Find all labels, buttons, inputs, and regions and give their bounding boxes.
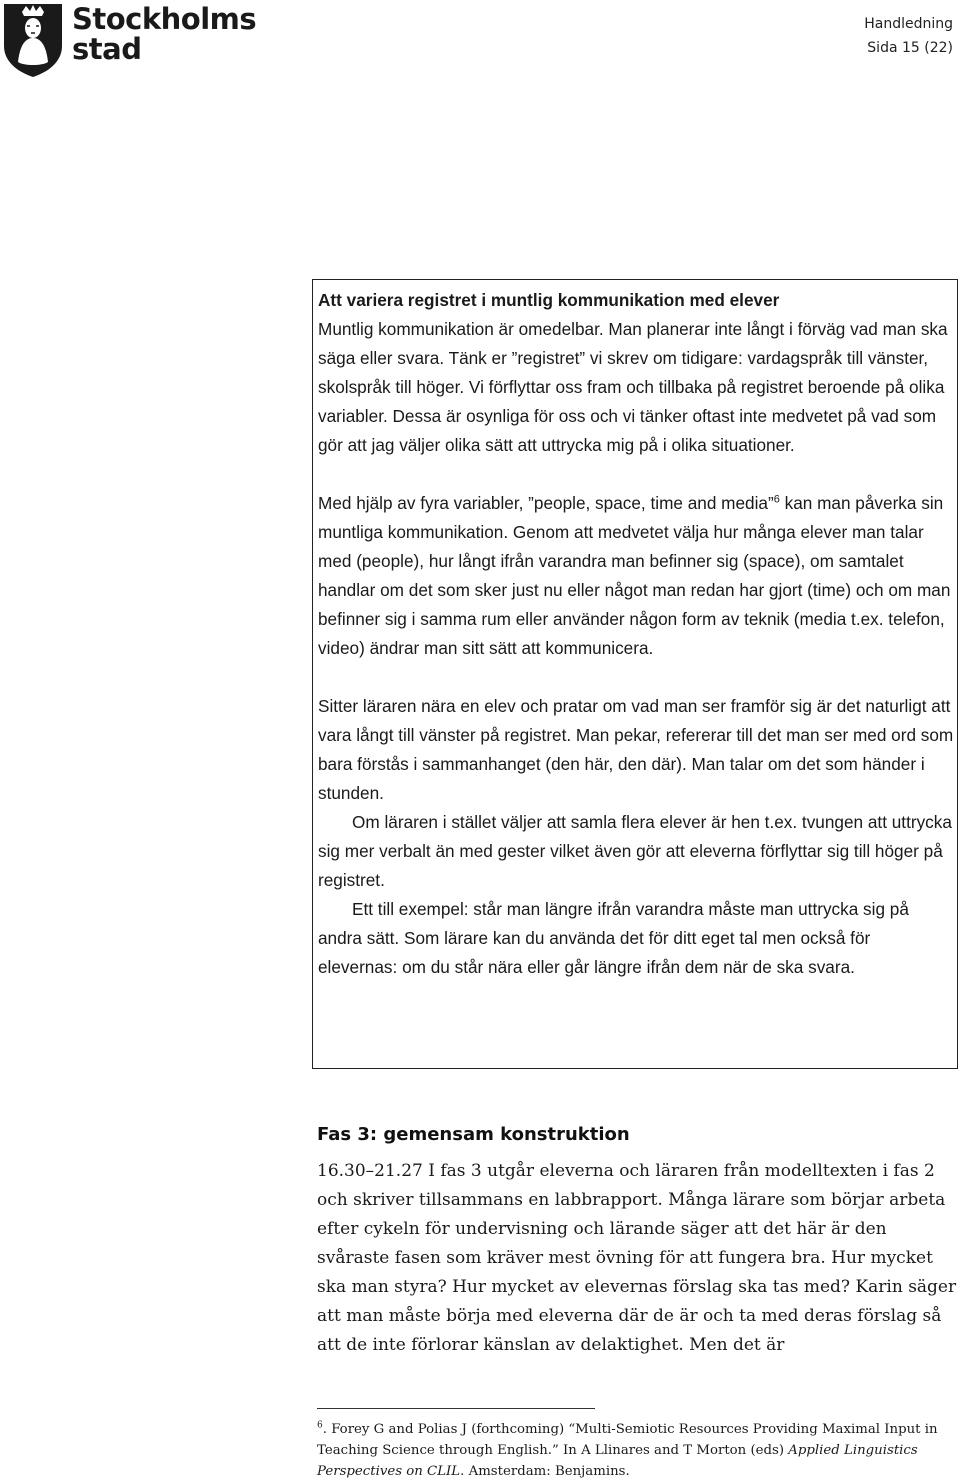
section-body: 16.30–21.27 I fas 3 utgår eleverna och läraren från modelltexten i fas 2 och skriver tillsammans en labbrapport. Många lärare som börjar arbeta efter cykeln för undervisning och lärande säger att det här är den svåraste fasen som kräver mest övning för att fungera bra. Hur mycket ska man styra? Hur mycket av elevernas förslag ska tas med? Karin säger att man måste börja med eleverna där de är och ta med deras förslag så att de inte förlorar känslan av delaktighet. Men det är [317, 1161, 957, 1355]
footnote: $^6$. Forey G and Polias J (forthcoming) “Multi-Semiotic Resources Providing Maximal Input in Teaching Science through English.” In A Llinares and T Morton (eds) Applied Linguistics Perspectives on CLIL. Amsterdam: Benjamins. [317, 1420, 938, 1479]
footnote-divider [317, 1408, 595, 1409]
box-paragraph-2: Med hjälp av fyra variabler, ”people, space, time and media”$^6$ kan man påverka sin muntliga kommunikation. Genom att medvetet välja hur många elever man talar med (people), hur långt ifrån varandra man befinner sig (space), om samtalet handlar om det som sker just nu eller något man redan har gjort (time) och om man befinner sig i samma rum eller använder någon form av teknik (media t.ex. telefon, video) ändrar man sitt sätt att kommunicera. [318, 493, 951, 658]
box-paragraph-4: Om läraren i stället väljer att samla flera elever är hen t.ex. tvungen att uttrycka sig mer verbalt än med gester vilket även gör att eleverna förflyttar sig till höger på registret. [318, 812, 952, 890]
box-title: Att variera registret i muntlig kommunikation med elever [318, 290, 780, 310]
box-paragraph-5: Ett till exempel: står man längre ifrån varandra måste man uttrycka sig på andra sätt. Som lärare kan du använda det för ditt eget tal men också för elevernas: om du står nära eller går längre ifrån dem när de ska svara. [318, 899, 909, 977]
info-box [312, 279, 958, 1069]
footnote-number: 6 [317, 1420, 323, 1431]
page-number: Sida 15 (22) [867, 40, 953, 56]
section-heading: Fas 3: gemensam konstruktion [317, 1124, 630, 1145]
document-type: Handledning [864, 16, 953, 32]
box-paragraph-3: Sitter läraren nära en elev och pratar om vad man ser framför sig är det naturligt att vara långt till vänster på registret. Man pekar, refererar till det man ser med ord som bara förstås i sammanhanget (den här, den där). Man talar om det som händer i stunden. [318, 696, 954, 803]
logo-wordmark: Stockholms stad [72, 2, 257, 66]
box-paragraph-1: Muntlig kommunikation är omedelbar. Man planerar inte långt i förväg vad man ska säga eller svara. Tänk er ”registret” vi skrev om tidigare: vardagspråk till vänster, skolspråk till höger. Vi förflyttar oss fram och tillbaka på registret beroende på olika variabler. Dessa är osynliga för oss och vi tänker oftast inte medvetet på vad som gör att jag väljer olika sätt att uttrycka mig på i olika situationer. [318, 319, 948, 455]
stockholms-stad-logo [0, 0, 257, 80]
footnote-book-title: Applied Linguistics Perspectives on CLIL [317, 1443, 918, 1479]
city-crest-icon [2, 2, 64, 78]
page-header-meta [864, 12, 953, 60]
footnote-reference[interactable]: 6 [773, 493, 780, 506]
